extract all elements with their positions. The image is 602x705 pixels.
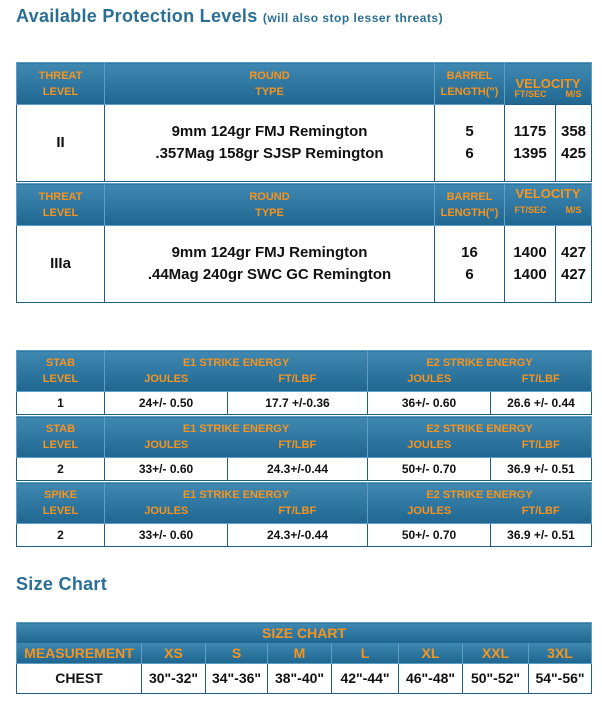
ftlbf-label: FT/LBF <box>278 373 317 385</box>
stab-type-label: STAB <box>45 423 76 435</box>
barrel-cell <box>435 105 505 182</box>
velocity-label: VELOCITY <box>515 186 581 201</box>
e1-ftlbf-cell: 17.7 +/-0.36 <box>228 392 368 415</box>
joules-label: JOULES <box>407 505 452 517</box>
barrel-value: 16 <box>461 244 478 261</box>
ms-cell <box>556 105 592 182</box>
round-label: ROUND <box>249 190 290 203</box>
type-label: TYPE <box>255 85 284 98</box>
joules-label: JOULES <box>144 439 189 451</box>
ftsec-value: 1400 <box>513 266 547 283</box>
ftsec-value: 1175 <box>513 123 547 140</box>
stab-level-cell: 2 <box>17 458 105 481</box>
e1-ftlbf-cell: 24.3+/-0.44 <box>228 524 368 547</box>
threat-level-header <box>17 184 105 226</box>
e1-label: E1 STRIKE ENERGY <box>182 357 290 369</box>
chest-value-cell: 46"-48" <box>399 663 463 693</box>
e2-joules-cell: 36+/- 0.60 <box>368 392 491 415</box>
stab-type-label: STAB <box>45 357 76 369</box>
level-label: LEVEL <box>42 505 79 517</box>
chest-value-cell: 34"-36" <box>206 663 268 693</box>
e2-ftlbf-cell: 36.9 +/- 0.51 <box>491 524 592 547</box>
joules-label: JOULES <box>144 505 189 517</box>
size-header <box>399 643 463 663</box>
ms-label: M/S <box>565 205 582 215</box>
size-label: M <box>293 644 306 661</box>
length-label: LENGTH(") <box>440 206 499 219</box>
ftsec-value: 1400 <box>513 244 547 261</box>
chest-value-cell: 54"-56" <box>529 663 592 693</box>
size-chart-header-title: SIZE CHART <box>262 625 346 641</box>
e2-joules-cell: 50+/- 0.70 <box>368 524 491 547</box>
round-label: ROUND <box>249 69 290 82</box>
round-line: .44Mag 240gr SWC GC Remington <box>147 266 392 283</box>
ballistic-table-1 <box>16 62 592 182</box>
e1-header <box>105 417 368 458</box>
e2-header <box>368 351 592 392</box>
threat-label: THREAT <box>38 190 83 203</box>
ftsec-value: 1395 <box>513 145 547 162</box>
velocity-units-1 <box>505 86 591 103</box>
e1-ftlbf-cell: 24.3+/-0.44 <box>228 458 368 481</box>
stab-level-header <box>17 351 105 392</box>
size-chart-title: Size Chart <box>16 574 108 594</box>
round-cell <box>105 105 435 182</box>
protection-title-text: Available Protection Levels <box>16 6 258 26</box>
length-label: LENGTH(") <box>440 85 499 98</box>
stab-table-2 <box>16 416 592 481</box>
joules-label: JOULES <box>407 373 452 385</box>
e1-label: E1 STRIKE ENERGY <box>182 423 290 435</box>
ftlbf-label: FT/LBF <box>521 439 560 451</box>
level-label: LEVEL <box>42 85 79 98</box>
ftlbf-label: FT/LBF <box>521 505 560 517</box>
ftsec-label: FT/SEC <box>514 89 547 99</box>
round-line: 9mm 124gr FMJ Remington <box>171 244 368 261</box>
level-label: LEVEL <box>42 206 79 219</box>
level-label: LEVEL <box>42 439 79 451</box>
size-label: XXL <box>481 644 510 661</box>
size-header <box>463 643 529 663</box>
size-header <box>332 643 399 663</box>
type-label: TYPE <box>255 206 284 219</box>
size-label: XL <box>421 644 440 661</box>
threat-level-cell: II <box>17 105 105 182</box>
size-label: XS <box>164 644 183 661</box>
spike-level-header <box>17 483 105 524</box>
e2-label: E2 STRIKE ENERGY <box>426 489 533 501</box>
barrel-value: 6 <box>465 145 474 162</box>
joules-label: JOULES <box>407 439 452 451</box>
spike-table <box>16 482 592 547</box>
threat-level-header <box>17 63 105 105</box>
ftlbf-label: FT/LBF <box>521 373 560 385</box>
e2-header <box>368 417 592 458</box>
ms-value: 427 <box>560 244 587 261</box>
e2-ftlbf-cell: 36.9 +/- 0.51 <box>491 458 592 481</box>
e2-header <box>368 483 592 524</box>
e1-joules-cell: 24+/- 0.50 <box>105 392 228 415</box>
size-label: 3XL <box>547 644 573 661</box>
ms-cell <box>556 226 592 303</box>
stab-level-header <box>17 417 105 458</box>
size-header <box>142 643 206 663</box>
ballistic-table-2 <box>16 183 592 303</box>
e1-header <box>105 483 368 524</box>
measurement-label: MEASUREMENT <box>24 644 134 661</box>
stab-level-cell: 1 <box>17 392 105 415</box>
e2-ftlbf-cell: 26.6 +/- 0.44 <box>491 392 592 415</box>
barrel-cell <box>435 226 505 303</box>
size-header <box>206 643 268 663</box>
size-label: L <box>360 644 370 661</box>
round-line: 9mm 124gr FMJ Remington <box>171 123 368 140</box>
threat-label: THREAT <box>38 69 83 82</box>
ftlbf-label: FT/LBF <box>278 505 317 517</box>
chest-value-cell: 50"-52" <box>463 663 529 693</box>
e2-label: E2 STRIKE ENERGY <box>426 423 533 435</box>
e1-label: E1 STRIKE ENERGY <box>182 489 290 501</box>
velocity-label: VELOCITY <box>515 75 581 91</box>
e2-joules-cell: 50+/- 0.70 <box>368 458 491 481</box>
spike-level-cell: 2 <box>17 524 105 547</box>
e1-joules-cell: 33+/- 0.60 <box>105 458 228 481</box>
threat-level-cell: IIIa <box>17 226 105 303</box>
ftsec-cell <box>505 226 556 303</box>
chest-value-cell: 30"-32" <box>142 663 206 693</box>
e1-header <box>105 351 368 392</box>
size-chart-table <box>16 622 592 694</box>
velocity-header <box>505 184 592 226</box>
barrel-length-header <box>435 63 505 105</box>
level-label: LEVEL <box>42 373 79 385</box>
protection-subtitle: (will also stop lesser threats) <box>262 11 444 25</box>
protection-levels-title <box>16 6 443 27</box>
size-label: S <box>231 644 242 661</box>
ms-value: 358 <box>560 123 587 140</box>
round-type-header <box>105 63 435 105</box>
round-cell <box>105 226 435 303</box>
size-header <box>268 643 332 663</box>
barrel-value: 6 <box>465 266 474 283</box>
size-header <box>529 643 592 663</box>
chest-value-cell: 42"-44" <box>332 663 399 693</box>
ftlbf-label: FT/LBF <box>278 439 317 451</box>
barrel-label: BARREL <box>446 69 493 82</box>
stab-table-1 <box>16 350 592 415</box>
ms-value: 425 <box>560 145 587 162</box>
barrel-length-header <box>435 184 505 226</box>
chest-label-cell: CHEST <box>17 663 142 693</box>
e1-joules-cell: 33+/- 0.60 <box>105 524 228 547</box>
joules-label: JOULES <box>144 373 189 385</box>
round-type-header <box>105 184 435 226</box>
chest-value-cell: 38"-40" <box>268 663 332 693</box>
barrel-value: 5 <box>465 123 474 140</box>
ms-value: 427 <box>560 266 587 283</box>
ftsec-cell <box>505 105 556 182</box>
ms-label: M/S <box>565 89 582 99</box>
barrel-label: BARREL <box>446 190 493 203</box>
e2-label: E2 STRIKE ENERGY <box>426 357 533 369</box>
size-chart-header <box>17 623 592 644</box>
round-line: .357Mag 158gr SJSP Remington <box>155 145 384 162</box>
spike-type-label: SPIKE <box>43 489 77 501</box>
measurement-header <box>17 643 142 663</box>
ftsec-label: FT/SEC <box>514 205 547 215</box>
